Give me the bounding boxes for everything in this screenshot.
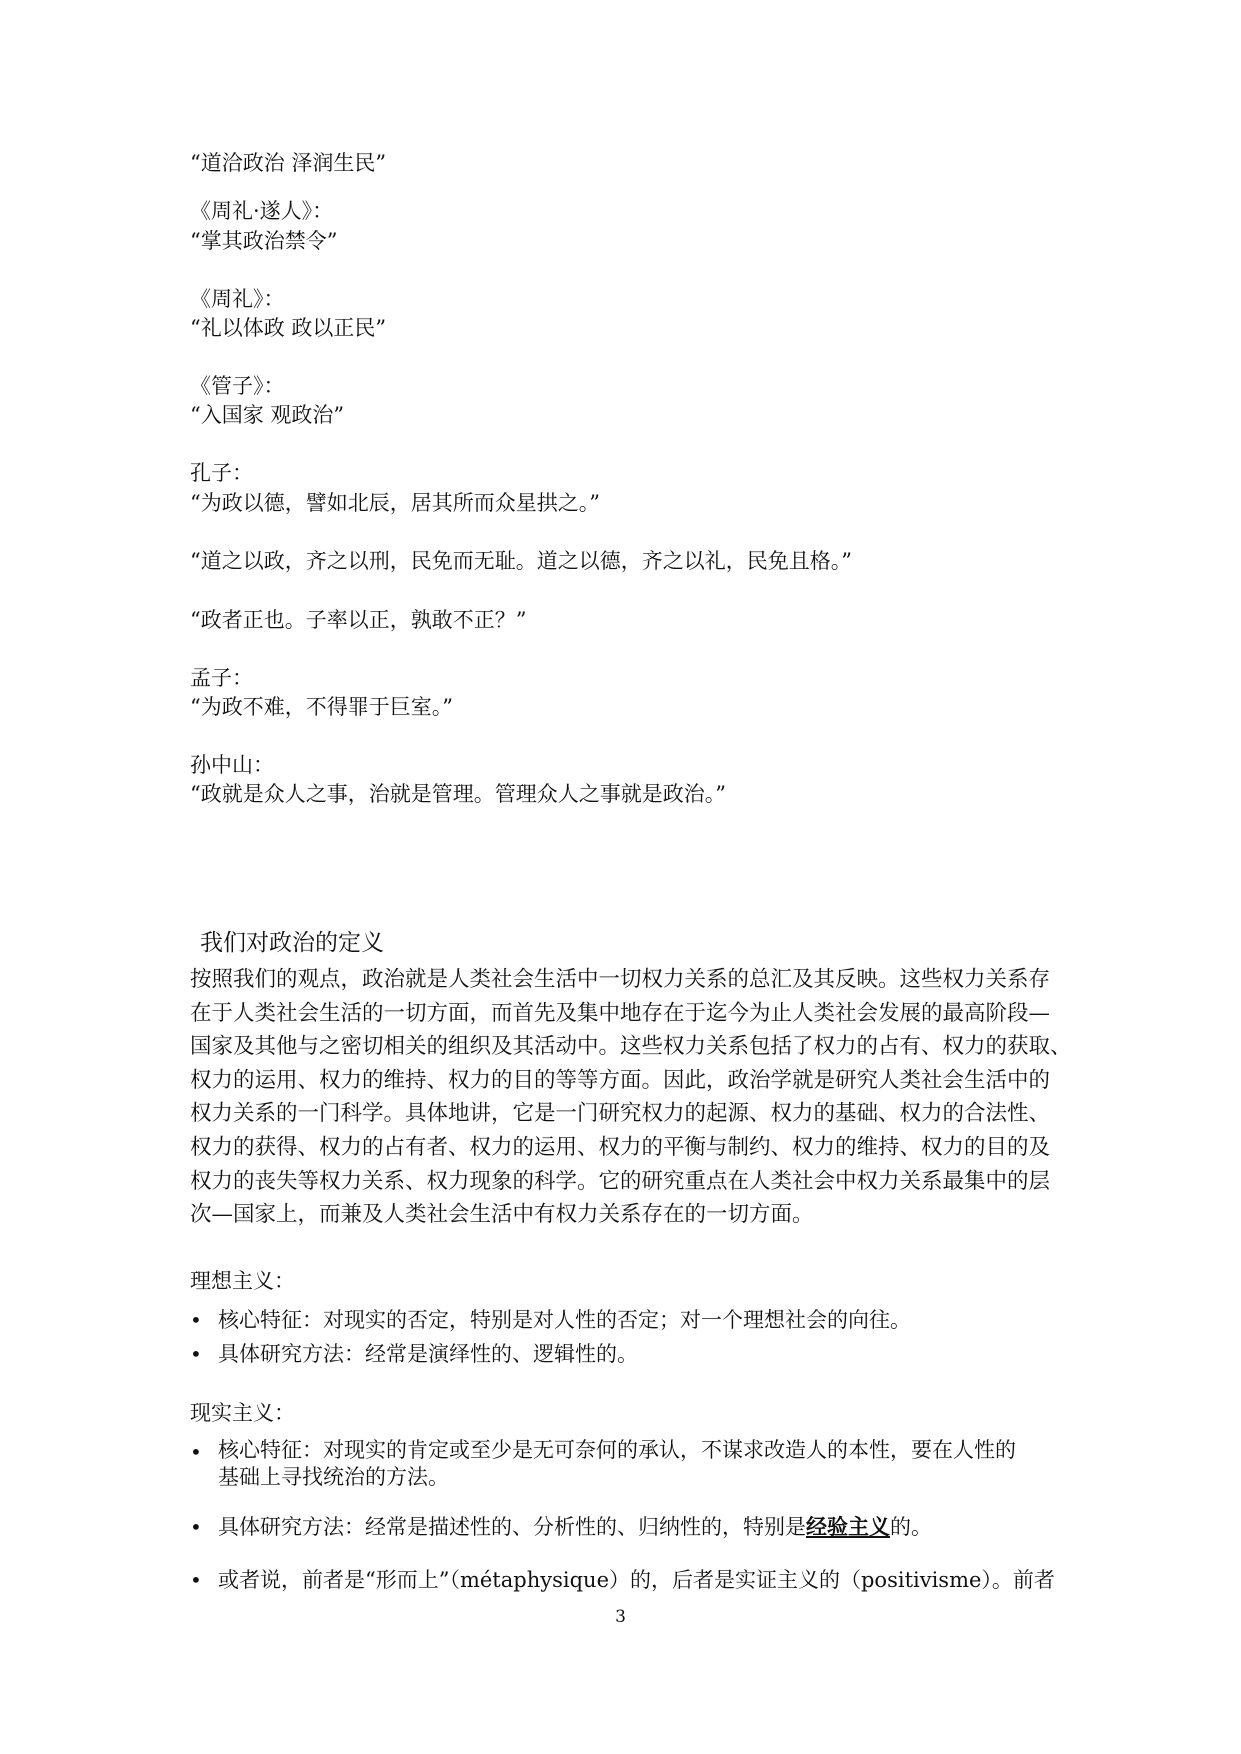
list-item	[190, 1305, 1070, 1335]
paragraph-line: 在于人类社会生活的一切方面，而首先及集中地存在于迄今为止人类社会发展的最高阶段—	[190, 1000, 1051, 1026]
empiricism-term: 经验主义	[806, 1514, 890, 1539]
paragraph-line: 权力关系的一门科学。具体地讲，它是一门研究权力的起源、权力的基础、权力的合法性、	[190, 1101, 1051, 1127]
bullet-icon: •	[190, 1440, 202, 1464]
list-item-text: 具体研究方法：经常是演绎性的、逻辑性的。	[218, 1342, 638, 1366]
idealism-list	[190, 1305, 1070, 1369]
list-item-text: 或者说，前者是“形而上”（métaphysique）的，后者是实证主义的（positivisme）。前者	[218, 1568, 1055, 1592]
quote-line: “掌其政治禁令”	[190, 229, 338, 253]
bullet-icon: •	[190, 1342, 202, 1366]
quote-source: 《管子》：	[190, 374, 285, 398]
page-number: 3	[615, 1607, 626, 1627]
paragraph-line: 次—国家上，而兼及人类社会生活中有权力关系存在的一切方面。	[190, 1202, 814, 1228]
quote-line: “政就是众人之事，治就是管理。管理众人之事就是政治。”	[190, 782, 726, 806]
final-list	[190, 1565, 1070, 1595]
realism-title: 现实主义：	[190, 1401, 295, 1425]
bullet-icon: •	[190, 1308, 202, 1332]
idealism-title: 理想主义：	[190, 1269, 295, 1293]
list-item-text: 核心特征：对现实的否定，特别是对人性的否定；对一个理想社会的向往。	[218, 1308, 911, 1332]
quote-line: “礼以体政 政以正民”	[190, 316, 387, 340]
bullet-icon: •	[190, 1515, 202, 1539]
quote-line: “政者正也。子率以正，孰敢不正？”	[190, 608, 527, 632]
list-item	[190, 1565, 1070, 1595]
quote-line: “入国家 观政治”	[190, 403, 345, 427]
quote-source: 孙中山：	[190, 753, 274, 777]
section-heading: 我们对政治的定义	[200, 930, 384, 956]
bullet-icon: •	[190, 1568, 202, 1592]
paragraph-line: 权力的运用、权力的维持、权力的目的等等方面。因此，政治学就是研究人类社会生活中的	[190, 1067, 1051, 1093]
quote-line: “为政不难，不得罪于巨室。”	[190, 695, 453, 719]
list-item-text: 的。	[890, 1515, 932, 1539]
quote-source: 孟子：	[190, 666, 253, 690]
list-item	[190, 1512, 1070, 1542]
definition-paragraph	[190, 963, 1072, 1232]
quote-line: “为政以德，譬如北辰，居其所而众星拱之。”	[190, 491, 600, 515]
list-item	[190, 1437, 1070, 1491]
paragraph-line: 权力的获得、权力的占有者、权力的运用、权力的平衡与制约、权力的维持、权力的目的及	[190, 1134, 1051, 1160]
quote-source: 《周礼》：	[190, 287, 285, 311]
paragraph-line: 权力的丧失等权力关系、权力现象的科学。它的研究重点在人类社会中权力关系最集中的层	[190, 1168, 1051, 1194]
list-item-text: 具体研究方法：经常是描述性的、分析性的、归纳性的，特别是	[218, 1515, 806, 1539]
realism-list	[190, 1437, 1070, 1542]
quote-source: 《周礼·遂人》：	[190, 199, 334, 223]
list-item-text: 核心特征：对现实的肯定或至少是无可奈何的承认，不谋求改造人的本性，要在人性的	[218, 1438, 1016, 1462]
paragraph-line: 按照我们的观点，政治就是人类社会生活中一切权力关系的总汇及其反映。这些权力关系存	[190, 967, 1051, 992]
list-item-text: 基础上寻找统治的方法。	[218, 1465, 449, 1489]
quote-line: “道之以政，齐之以刑，民免而无耻。道之以德，齐之以礼，民免且格。”	[190, 549, 852, 573]
quote-line: “道洽政治 泽润生民”	[190, 151, 387, 175]
list-item	[190, 1339, 1070, 1369]
paragraph-line: 国家及其他与之密切相关的组织及其活动中。这些权力关系包括了权力的占有、权力的获取、	[190, 1034, 1072, 1060]
quote-source: 孔子：	[190, 461, 253, 485]
